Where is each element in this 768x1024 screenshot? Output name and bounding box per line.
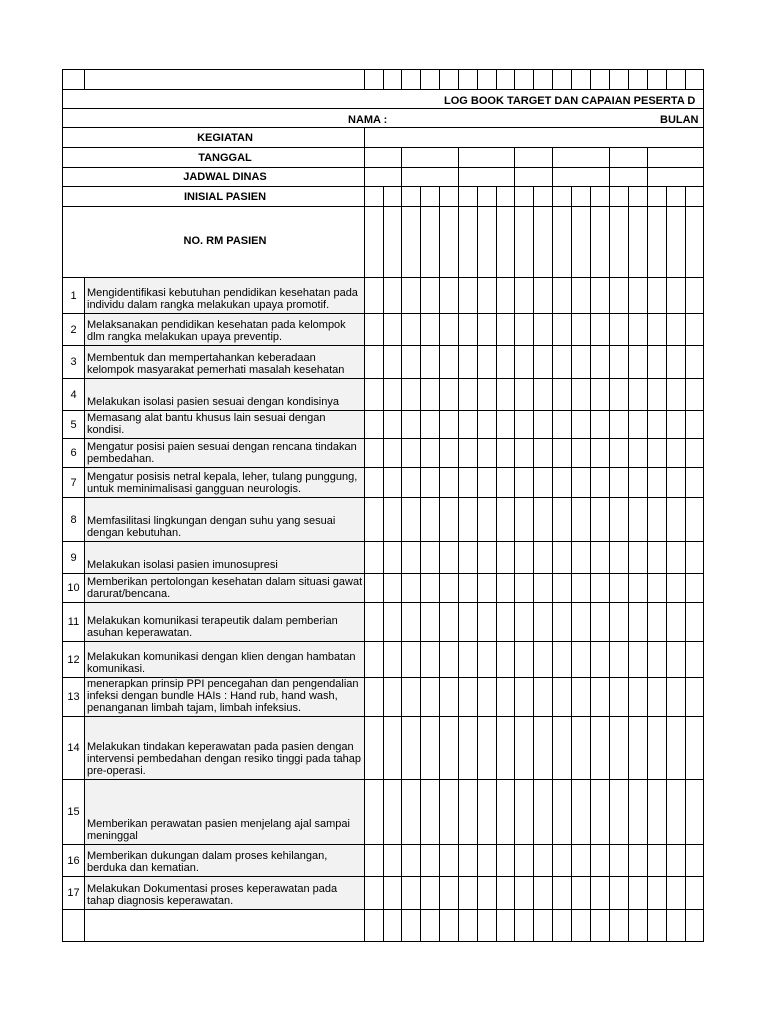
kegiatan-label: KEGIATAN — [197, 132, 253, 144]
activity-text: Mengidentifikasi kebutuhan pendidikan kesehatan pada individu dalam rangka melakukan upaya promotif. — [87, 287, 358, 311]
activity-text: Memberikan dukungan dalam proses kehilangan, berduka dan kematian. — [87, 850, 328, 874]
activity-text: menerapkan prinsip PPI pencegahan dan pengendalian infeksi dengan bundle HAIs : Hand rub, hand wash, penanganan limbah tajam, limbah infeksius. — [87, 678, 359, 714]
activity-number: 7 — [70, 476, 77, 489]
activity-number: 13 — [67, 691, 80, 703]
jadwal-dinas-label: JADWAL DINAS — [183, 171, 267, 183]
no-rm-pasien-label: NO. RM PASIEN — [183, 235, 267, 247]
activity-description — [85, 717, 364, 779]
activity-number: 15 — [67, 806, 80, 818]
activity-description — [85, 439, 364, 467]
activity-text: Mengatur posisi paien sesuai dengan rencana tindakan pembedahan. — [87, 441, 357, 465]
activity-number: 4 — [70, 388, 77, 401]
activity-number: 6 — [70, 447, 77, 459]
activity-description — [85, 678, 364, 716]
activity-description — [85, 314, 364, 345]
name-label: NAMA : — [348, 114, 388, 126]
inisial-pasien-label: INISIAL PASIEN — [183, 191, 267, 203]
activity-description — [85, 642, 364, 677]
activity-description — [85, 379, 364, 410]
activity-description — [85, 498, 364, 541]
tanggal-label: TANGGAL — [198, 152, 252, 164]
activity-description — [85, 468, 364, 497]
activity-number: 9 — [70, 551, 77, 564]
activity-description — [85, 603, 364, 641]
activity-text: Membentuk dan mempertahankan keberadaan kelompok masyarakat pemerhati masalah kesehatan — [87, 352, 345, 376]
activity-text: Mengatur posisis netral kepala, leher, tulang punggung, untuk meminimalisasi gangguan neurologis. — [87, 471, 358, 495]
activity-number: 8 — [70, 513, 77, 526]
activity-text: Melakukan komunikasi dengan klien dengan hambatan komunikasi. — [87, 651, 356, 675]
activity-number: 10 — [67, 582, 80, 594]
activity-number: 17 — [67, 887, 80, 899]
activity-text: Memfasilitasi lingkungan dengan suhu yang sesuai dengan kebutuhan. — [87, 515, 336, 539]
activity-number: 12 — [67, 653, 80, 666]
activity-text: Memberikan perawatan pasien menjelang ajal sampai meninggal — [87, 818, 350, 842]
activity-text: Memasang alat bantu khusus lain sesuai dengan kondisi. — [87, 412, 326, 436]
activity-number: 11 — [67, 616, 80, 628]
activity-description — [85, 780, 364, 844]
activity-description — [85, 346, 364, 378]
month-label: BULAN — [660, 114, 699, 126]
activity-text: Melakukan tindakan keperawatan pada pasien dengan intervensi pembedahan dengan resiko tinggi pada tahap pre-operasi. — [87, 741, 361, 777]
activity-number: 2 — [70, 323, 77, 336]
logbook-title: LOG BOOK TARGET DAN CAPAIAN PESERTA D — [444, 95, 696, 107]
activity-description — [85, 278, 364, 313]
activity-description — [85, 542, 364, 573]
activity-description — [85, 411, 364, 438]
activity-description — [85, 574, 364, 602]
activity-text: Melakukan isolasi pasien imunosupresi — [87, 559, 278, 571]
activity-text: Melakukan komunikasi terapeutik dalam pemberian asuhan keperawatan. — [87, 615, 338, 639]
activity-text: Melakukan Dokumentasi proses keperawatan pada tahap diagnosis keperawatan. — [87, 883, 338, 907]
logbook-table — [62, 69, 704, 942]
activity-number: 1 — [70, 289, 77, 302]
activity-text: Memberikan pertolongan kesehatan dalam situasi gawat darurat/bencana. — [87, 576, 363, 600]
activity-number: 3 — [70, 356, 77, 368]
activity-number: 5 — [70, 418, 77, 431]
activity-text: Melakukan isolasi pasien sesuai dengan kondisinya — [87, 396, 339, 408]
activity-description — [85, 845, 364, 876]
activity-number: 14 — [67, 742, 80, 754]
activity-description — [85, 877, 364, 909]
activity-text: Melaksanakan pendidikan kesehatan pada kelompok dlm rangka melakukan upaya preventip. — [87, 319, 346, 343]
activity-number: 16 — [67, 854, 80, 867]
